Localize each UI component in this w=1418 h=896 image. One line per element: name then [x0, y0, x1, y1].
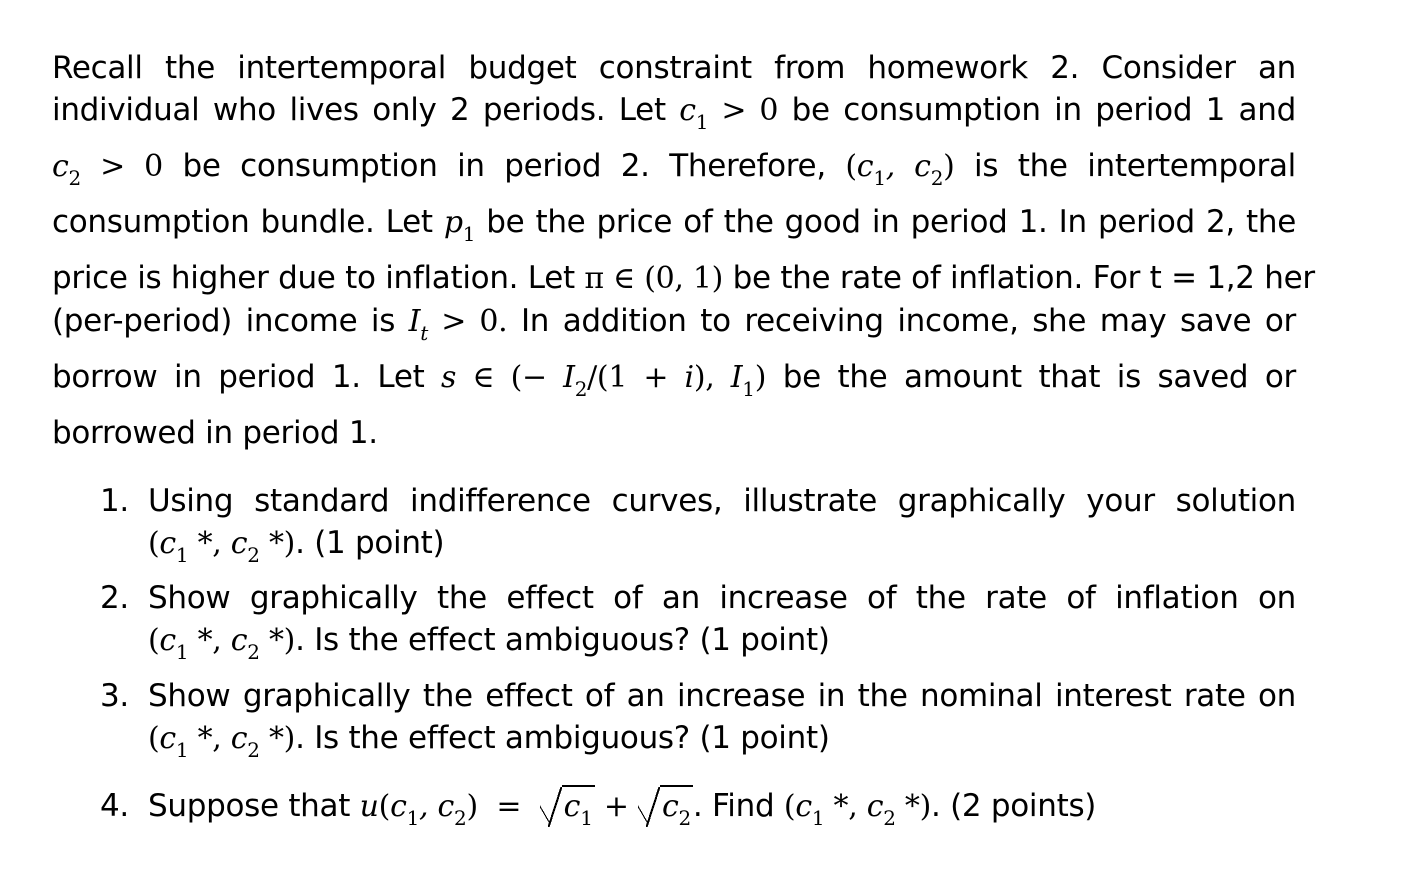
item-number: 3.	[100, 678, 129, 714]
text-l6a: (per-period) income is	[52, 303, 396, 339]
text-l8: borrowed in period 1.	[52, 415, 378, 451]
math-optimum: ($c_1$ *, $c_2$ *)	[148, 526, 296, 567]
math-optimum: ($c_1$ *, $c_2$ *)	[148, 623, 296, 664]
math-c2-positive: $c_2 > 0$	[52, 149, 163, 190]
text-l5b: be the rate of inflation. For t = 1,2 her	[732, 260, 1315, 296]
text-l1: Recall the intertemporal budget constraint from homework 2. Consider an	[52, 50, 1296, 86]
text-l4a: consumption bundle. Let	[52, 204, 433, 240]
item-number: 4.	[100, 788, 129, 824]
item-text: Using standard indifference curves, illustrate graphically your solution	[148, 483, 1296, 519]
item-number: 1.	[100, 483, 129, 519]
math-s-range: s ∈ (− $I_2/(1 + i)$, $I_1$)	[441, 360, 767, 401]
sqrt-c2: $c_2$	[638, 789, 693, 824]
math-optimum: ($c_1$ *, $c_2$ *)	[148, 721, 296, 762]
sqrt-c1: $c_1$	[540, 789, 595, 824]
text-l7a: borrow in period 1. Let	[52, 359, 425, 395]
math-optimum: ($c_1$ *, $c_2$ *)	[783, 789, 931, 830]
item-text: . Is the effect ambiguous? (1 point)	[295, 622, 830, 658]
text-l5a: price is higher due to inflation. Let	[52, 260, 575, 296]
math-It: $I_t > 0$.	[408, 304, 508, 345]
text-l3b: is the intertemporal	[974, 148, 1296, 184]
item-text: Show graphically the effect of an increase in the nominal interest rate on	[148, 678, 1296, 714]
text-l4b: be the price of the good in period 1. In period 2, the	[486, 204, 1297, 240]
text-l2a: individual who lives only 2 periods. Let	[52, 92, 666, 128]
math-c1-positive: $c_1 > 0$	[679, 93, 779, 134]
math-pi-range: π ∈ (0, 1)	[584, 261, 724, 296]
item-text: Show graphically the effect of an increase of the rate of inflation on	[148, 580, 1296, 616]
item-text: . (1 point)	[295, 525, 445, 561]
item-number: 2.	[100, 580, 129, 616]
item-text: Suppose that	[148, 788, 351, 824]
text-l3a: be consumption in period 2. Therefore,	[182, 148, 826, 184]
item-text: . Find	[692, 788, 775, 824]
math-bundle: ($c_1$, $c_2$)	[845, 149, 955, 190]
item-text: . (2 points)	[931, 788, 1097, 824]
math-utility: $u(c_1$, $c_2) = c_1 + c_2$	[360, 789, 693, 824]
text-l2b: be consumption in period 1 and	[791, 92, 1296, 128]
text-l7b: be the amount that is saved or	[782, 359, 1296, 395]
math-p1: $p_1$	[443, 205, 476, 246]
text-l6b: In addition to receiving income, she may save or	[520, 303, 1296, 339]
item-text: . Is the effect ambiguous? (1 point)	[295, 720, 830, 756]
